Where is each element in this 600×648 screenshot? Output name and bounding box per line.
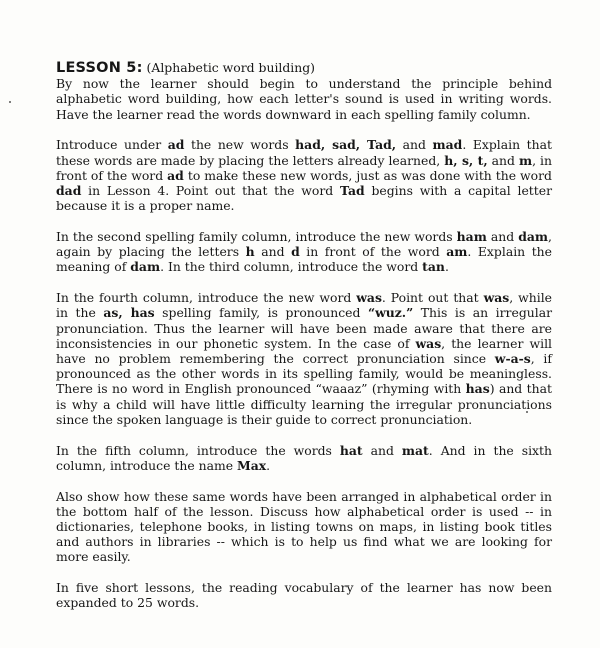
lesson-title-colon: : bbox=[136, 60, 143, 76]
lesson-title: LESSON 5 bbox=[56, 60, 137, 76]
lesson-subtitle: (Alphabetic word building) bbox=[146, 60, 316, 75]
paragraph-columns-five-six: In the fifth column, introduce the words hat and mat. And in the sixth column, introduce the name Max. bbox=[56, 442, 553, 473]
scan-speck bbox=[9, 101, 11, 103]
paragraph-column-one: Introduce under ad the new words had, sad, Tad, and mad. Explain that these words are made by placing the letters already learned, h, s, t, and m, in front of the word ad to make these new words, just as was done with the word dad in Lesson 4. Point out that the word Tad begins with a capital letter because it is a proper name. bbox=[56, 137, 552, 214]
paragraph-summary: In five short lessons, the reading vocabulary of the learner has now been expanded to 25 words. bbox=[56, 580, 552, 611]
paragraph-columns-two-three: In the second spelling family column, introduce the new words ham and dam, again by placing the letters h and d in front of the word am. Explain the meaning of dam. In the third column, introduce the word tan. bbox=[56, 229, 552, 275]
paragraph-intro: By now the learner should begin to understand the principle behind alphabetic word building, how each letter's sound is used in writing words. Have the learner read the words downward in each spelling family column. bbox=[56, 76, 552, 122]
paragraph-column-four: In the fourth column, introduce the new word was. Point out that was, while in the as, has spelling family, is pronounced “wuz.” This is an irregular pronunciation. Thus the learner will have been made aware that there are inconsistencies in our phonetic system. In the case of was, the learner will have no problem remembering the correct pronunciation since w-a-s, if pronounced as the other words in its spelling family, would be meaningless. There is no word in English pronounced “waaaz” (rhyming with has) and that is why a child will have little difficulty learning the irregular pronunciations since the spoken language is their guide to correct pronunciation. bbox=[56, 290, 553, 427]
lesson-heading bbox=[56, 60, 552, 76]
document-body bbox=[56, 60, 552, 626]
paragraph-alphabetical-order: Also show how these same words have been arranged in alphabetical order in the bottom half of the lesson. Discuss how alphabetical order is used -- in dictionaries, telephone books, in listing towns on maps, in listing book titles and authors in libraries -- which is to help us find what we are looking for more easily. bbox=[56, 488, 552, 565]
